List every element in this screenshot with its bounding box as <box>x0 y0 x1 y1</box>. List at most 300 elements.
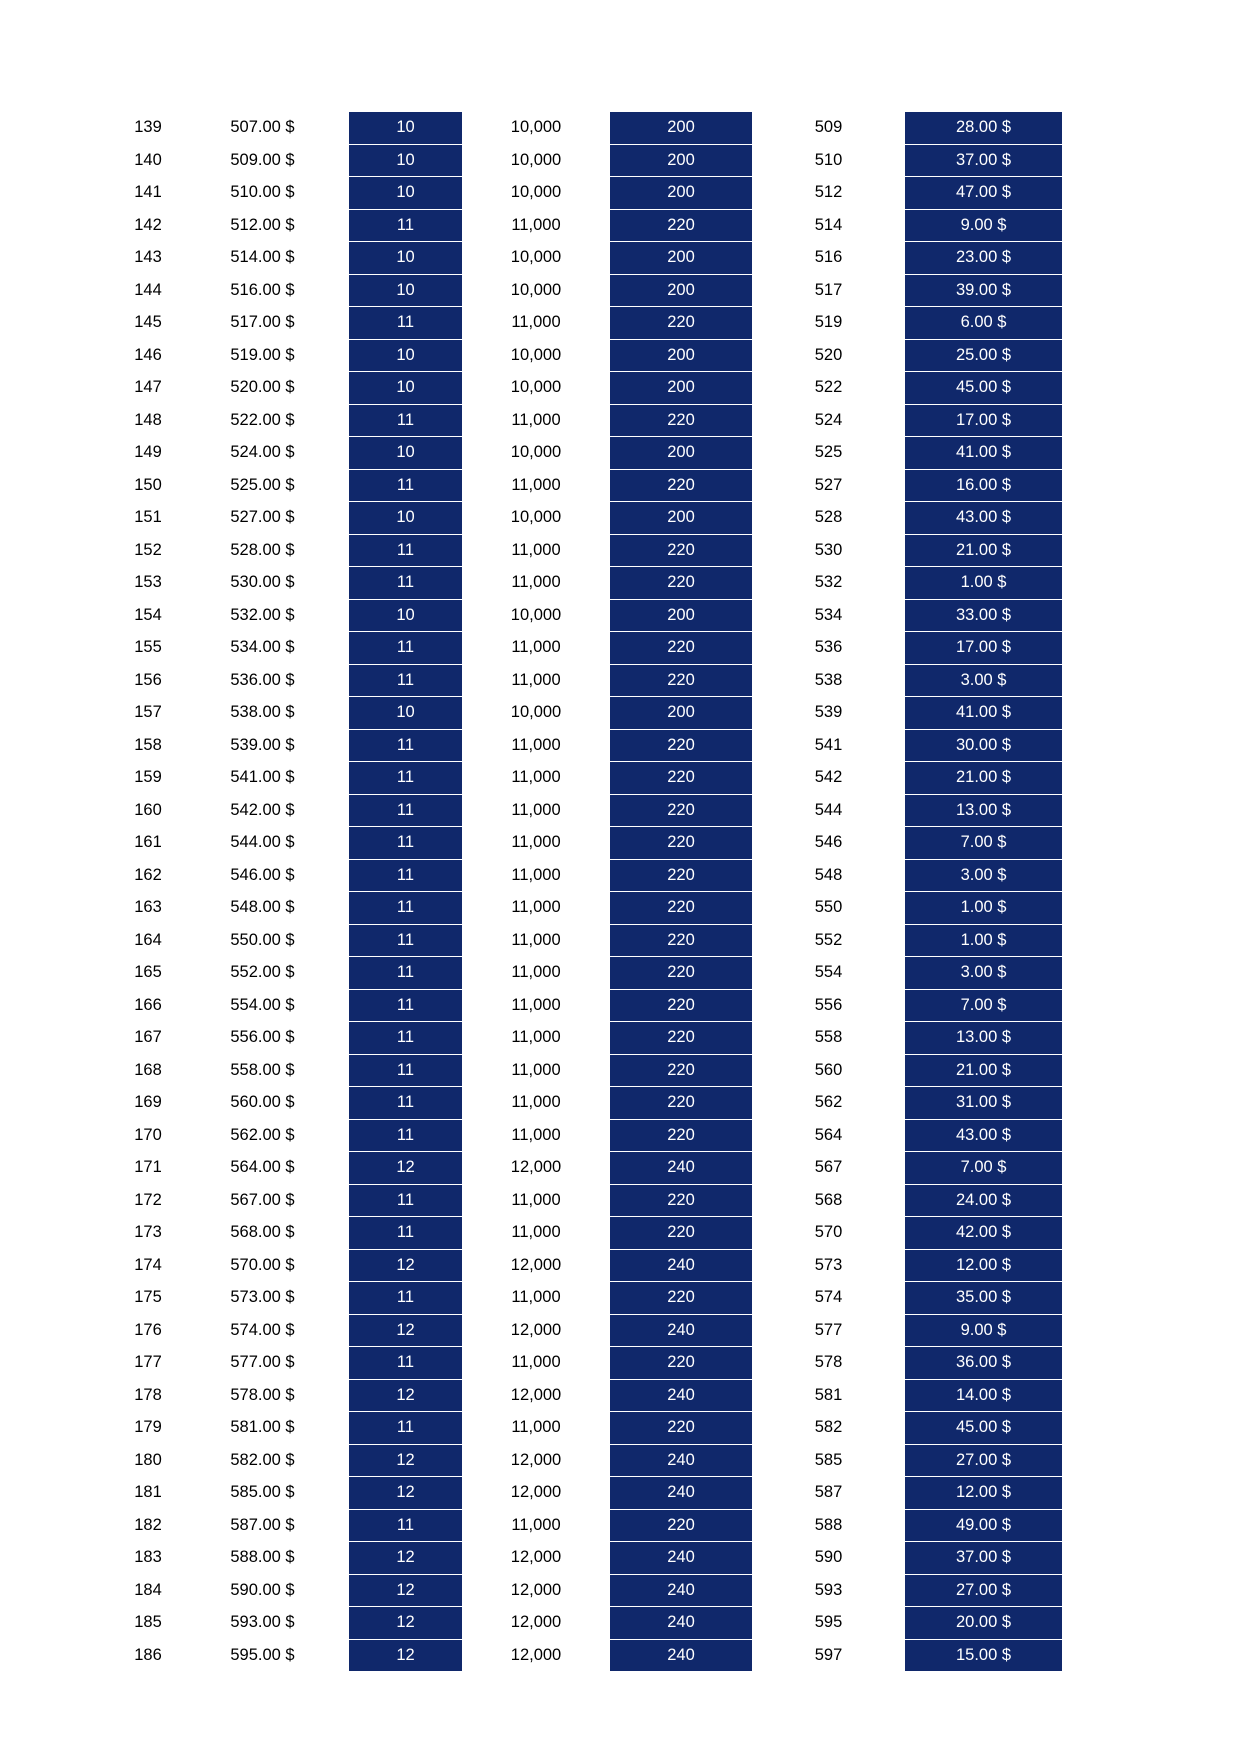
table-cell-price: 536.00 $ <box>177 664 349 697</box>
table-cell-rate: 200 <box>610 502 753 535</box>
table-row <box>120 112 1063 145</box>
table-cell-amount: 39.00 $ <box>905 274 1063 307</box>
table-cell-index: 178 <box>120 1379 177 1412</box>
table-cell-amount: 43.00 $ <box>905 1119 1063 1152</box>
table-cell-volume: 10,000 <box>463 144 610 177</box>
table-cell-amount: 37.00 $ <box>905 1542 1063 1575</box>
table-cell-price: 538.00 $ <box>177 697 349 730</box>
table-cell-rate: 240 <box>610 1379 753 1412</box>
table-cell-amount: 1.00 $ <box>905 924 1063 957</box>
table-cell-rate: 220 <box>610 827 753 860</box>
table-cell-price: 516.00 $ <box>177 274 349 307</box>
table-cell-price: 558.00 $ <box>177 1054 349 1087</box>
table-row <box>120 1379 1063 1412</box>
table-cell-amount: 1.00 $ <box>905 892 1063 925</box>
table-cell-units: 12 <box>349 1639 463 1672</box>
table-cell-units: 10 <box>349 697 463 730</box>
table-cell-index: 140 <box>120 144 177 177</box>
table-cell-next: 597 <box>753 1639 905 1672</box>
table-cell-volume: 11,000 <box>463 729 610 762</box>
table-cell-index: 174 <box>120 1249 177 1282</box>
table-row <box>120 957 1063 990</box>
table-cell-amount: 9.00 $ <box>905 1314 1063 1347</box>
table-cell-amount: 30.00 $ <box>905 729 1063 762</box>
table-cell-volume: 12,000 <box>463 1152 610 1185</box>
table-cell-price: 532.00 $ <box>177 599 349 632</box>
table-cell-next: 536 <box>753 632 905 665</box>
table-cell-volume: 10,000 <box>463 437 610 470</box>
table-cell-volume: 10,000 <box>463 339 610 372</box>
table-row <box>120 1639 1063 1672</box>
table-cell-price: 567.00 $ <box>177 1184 349 1217</box>
table-cell-rate: 220 <box>610 1054 753 1087</box>
table-row <box>120 989 1063 1022</box>
table-cell-rate: 220 <box>610 729 753 762</box>
table-cell-amount: 7.00 $ <box>905 827 1063 860</box>
data-table-container <box>119 111 1062 1672</box>
table-cell-price: 578.00 $ <box>177 1379 349 1412</box>
table-cell-next: 552 <box>753 924 905 957</box>
table-cell-next: 541 <box>753 729 905 762</box>
table-cell-amount: 35.00 $ <box>905 1282 1063 1315</box>
table-cell-next: 558 <box>753 1022 905 1055</box>
table-cell-price: 507.00 $ <box>177 112 349 145</box>
table-cell-index: 183 <box>120 1542 177 1575</box>
table-cell-amount: 24.00 $ <box>905 1184 1063 1217</box>
table-row <box>120 794 1063 827</box>
table-cell-volume: 11,000 <box>463 762 610 795</box>
table-cell-amount: 3.00 $ <box>905 859 1063 892</box>
table-cell-price: 512.00 $ <box>177 209 349 242</box>
table-row <box>120 404 1063 437</box>
table-cell-rate: 200 <box>610 437 753 470</box>
table-cell-units: 10 <box>349 274 463 307</box>
table-cell-next: 528 <box>753 502 905 535</box>
table-cell-index: 167 <box>120 1022 177 1055</box>
table-cell-price: 587.00 $ <box>177 1509 349 1542</box>
table-cell-next: 544 <box>753 794 905 827</box>
table-cell-index: 163 <box>120 892 177 925</box>
table-cell-volume: 10,000 <box>463 599 610 632</box>
table-cell-rate: 220 <box>610 859 753 892</box>
table-cell-units: 12 <box>349 1379 463 1412</box>
table-cell-rate: 220 <box>610 1119 753 1152</box>
table-cell-index: 147 <box>120 372 177 405</box>
table-cell-rate: 220 <box>610 567 753 600</box>
table-cell-price: 530.00 $ <box>177 567 349 600</box>
table-cell-units: 11 <box>349 762 463 795</box>
table-cell-units: 10 <box>349 599 463 632</box>
table-row <box>120 1054 1063 1087</box>
table-cell-volume: 12,000 <box>463 1639 610 1672</box>
table-row <box>120 1152 1063 1185</box>
table-row <box>120 1119 1063 1152</box>
table-cell-amount: 12.00 $ <box>905 1477 1063 1510</box>
table-cell-index: 169 <box>120 1087 177 1120</box>
table-cell-units: 10 <box>349 242 463 275</box>
table-cell-volume: 10,000 <box>463 274 610 307</box>
table-cell-price: 542.00 $ <box>177 794 349 827</box>
table-cell-next: 520 <box>753 339 905 372</box>
table-cell-price: 519.00 $ <box>177 339 349 372</box>
table-cell-units: 10 <box>349 502 463 535</box>
table-cell-amount: 9.00 $ <box>905 209 1063 242</box>
table-cell-index: 175 <box>120 1282 177 1315</box>
table-cell-volume: 11,000 <box>463 1022 610 1055</box>
table-cell-rate: 220 <box>610 1282 753 1315</box>
table-row <box>120 1022 1063 1055</box>
table-cell-amount: 7.00 $ <box>905 989 1063 1022</box>
table-cell-volume: 11,000 <box>463 827 610 860</box>
table-cell-rate: 200 <box>610 339 753 372</box>
table-cell-rate: 200 <box>610 274 753 307</box>
table-cell-rate: 240 <box>610 1444 753 1477</box>
table-cell-units: 11 <box>349 632 463 665</box>
table-row <box>120 469 1063 502</box>
table-cell-volume: 10,000 <box>463 242 610 275</box>
table-cell-amount: 27.00 $ <box>905 1574 1063 1607</box>
table-cell-rate: 240 <box>610 1574 753 1607</box>
table-cell-price: 590.00 $ <box>177 1574 349 1607</box>
table-cell-price: 593.00 $ <box>177 1607 349 1640</box>
table-cell-units: 11 <box>349 859 463 892</box>
table-cell-units: 11 <box>349 1509 463 1542</box>
table-cell-next: 581 <box>753 1379 905 1412</box>
table-cell-index: 142 <box>120 209 177 242</box>
table-row <box>120 729 1063 762</box>
table-cell-index: 177 <box>120 1347 177 1380</box>
table-cell-rate: 200 <box>610 177 753 210</box>
table-cell-next: 564 <box>753 1119 905 1152</box>
table-cell-index: 151 <box>120 502 177 535</box>
table-cell-rate: 220 <box>610 892 753 925</box>
table-cell-index: 170 <box>120 1119 177 1152</box>
table-cell-price: 577.00 $ <box>177 1347 349 1380</box>
table-cell-units: 11 <box>349 1412 463 1445</box>
table-cell-amount: 1.00 $ <box>905 567 1063 600</box>
table-cell-price: 582.00 $ <box>177 1444 349 1477</box>
table-cell-price: 552.00 $ <box>177 957 349 990</box>
table-cell-units: 12 <box>349 1542 463 1575</box>
table-cell-amount: 43.00 $ <box>905 502 1063 535</box>
table-cell-amount: 25.00 $ <box>905 339 1063 372</box>
table-cell-price: 534.00 $ <box>177 632 349 665</box>
table-cell-rate: 240 <box>610 1152 753 1185</box>
table-row <box>120 859 1063 892</box>
table-cell-index: 185 <box>120 1607 177 1640</box>
table-row <box>120 599 1063 632</box>
table-row <box>120 892 1063 925</box>
table-cell-rate: 220 <box>610 307 753 340</box>
table-cell-index: 158 <box>120 729 177 762</box>
table-cell-price: 520.00 $ <box>177 372 349 405</box>
table-cell-volume: 10,000 <box>463 502 610 535</box>
table-row <box>120 339 1063 372</box>
table-cell-amount: 36.00 $ <box>905 1347 1063 1380</box>
table-row <box>120 209 1063 242</box>
table-cell-next: 548 <box>753 859 905 892</box>
table-cell-rate: 220 <box>610 209 753 242</box>
table-cell-volume: 12,000 <box>463 1574 610 1607</box>
table-row <box>120 1087 1063 1120</box>
table-cell-price: 556.00 $ <box>177 1022 349 1055</box>
table-cell-amount: 17.00 $ <box>905 632 1063 665</box>
table-cell-rate: 200 <box>610 144 753 177</box>
table-cell-volume: 11,000 <box>463 794 610 827</box>
table-cell-volume: 11,000 <box>463 1412 610 1445</box>
table-cell-volume: 12,000 <box>463 1477 610 1510</box>
table-cell-next: 532 <box>753 567 905 600</box>
table-cell-units: 11 <box>349 957 463 990</box>
table-cell-price: 570.00 $ <box>177 1249 349 1282</box>
table-cell-next: 573 <box>753 1249 905 1282</box>
table-cell-volume: 11,000 <box>463 1509 610 1542</box>
table-cell-units: 11 <box>349 989 463 1022</box>
table-cell-volume: 11,000 <box>463 632 610 665</box>
table-cell-price: 562.00 $ <box>177 1119 349 1152</box>
table-cell-amount: 16.00 $ <box>905 469 1063 502</box>
table-row <box>120 502 1063 535</box>
table-cell-rate: 220 <box>610 404 753 437</box>
table-cell-next: 519 <box>753 307 905 340</box>
table-cell-next: 530 <box>753 534 905 567</box>
table-cell-index: 156 <box>120 664 177 697</box>
table-cell-next: 574 <box>753 1282 905 1315</box>
table-cell-amount: 27.00 $ <box>905 1444 1063 1477</box>
table-cell-price: 573.00 $ <box>177 1282 349 1315</box>
table-cell-next: 514 <box>753 209 905 242</box>
table-row <box>120 1347 1063 1380</box>
table-cell-units: 10 <box>349 144 463 177</box>
table-cell-volume: 10,000 <box>463 177 610 210</box>
table-cell-rate: 220 <box>610 1217 753 1250</box>
table-cell-units: 10 <box>349 437 463 470</box>
table-cell-volume: 11,000 <box>463 1184 610 1217</box>
table-cell-amount: 13.00 $ <box>905 1022 1063 1055</box>
table-cell-amount: 49.00 $ <box>905 1509 1063 1542</box>
table-cell-units: 12 <box>349 1477 463 1510</box>
table-cell-units: 11 <box>349 307 463 340</box>
table-cell-index: 171 <box>120 1152 177 1185</box>
table-cell-volume: 11,000 <box>463 859 610 892</box>
table-cell-index: 159 <box>120 762 177 795</box>
table-cell-rate: 220 <box>610 1022 753 1055</box>
table-cell-index: 145 <box>120 307 177 340</box>
table-cell-index: 160 <box>120 794 177 827</box>
table-cell-rate: 220 <box>610 1509 753 1542</box>
table-cell-rate: 220 <box>610 632 753 665</box>
table-cell-rate: 240 <box>610 1477 753 1510</box>
table-cell-next: 510 <box>753 144 905 177</box>
table-cell-next: 554 <box>753 957 905 990</box>
table-cell-rate: 240 <box>610 1639 753 1672</box>
table-cell-units: 10 <box>349 177 463 210</box>
table-cell-amount: 42.00 $ <box>905 1217 1063 1250</box>
table-cell-rate: 220 <box>610 957 753 990</box>
table-cell-units: 11 <box>349 209 463 242</box>
table-row <box>120 534 1063 567</box>
table-cell-volume: 11,000 <box>463 1054 610 1087</box>
table-cell-index: 157 <box>120 697 177 730</box>
table-cell-rate: 220 <box>610 1184 753 1217</box>
table-cell-amount: 41.00 $ <box>905 697 1063 730</box>
table-cell-volume: 11,000 <box>463 957 610 990</box>
table-cell-units: 11 <box>349 794 463 827</box>
table-cell-units: 11 <box>349 1119 463 1152</box>
table-cell-units: 11 <box>349 534 463 567</box>
table-cell-volume: 12,000 <box>463 1542 610 1575</box>
table-cell-index: 150 <box>120 469 177 502</box>
table-cell-volume: 11,000 <box>463 1282 610 1315</box>
table-cell-volume: 10,000 <box>463 112 610 145</box>
table-cell-volume: 11,000 <box>463 567 610 600</box>
table-cell-units: 10 <box>349 112 463 145</box>
table-cell-rate: 220 <box>610 664 753 697</box>
table-cell-next: 538 <box>753 664 905 697</box>
table-cell-next: 568 <box>753 1184 905 1217</box>
table-cell-price: 595.00 $ <box>177 1639 349 1672</box>
table-cell-price: 574.00 $ <box>177 1314 349 1347</box>
table-cell-index: 182 <box>120 1509 177 1542</box>
table-cell-amount: 15.00 $ <box>905 1639 1063 1672</box>
table-cell-amount: 45.00 $ <box>905 1412 1063 1445</box>
table-cell-index: 146 <box>120 339 177 372</box>
table-cell-index: 152 <box>120 534 177 567</box>
table-cell-next: 587 <box>753 1477 905 1510</box>
table-cell-price: 550.00 $ <box>177 924 349 957</box>
table-cell-rate: 200 <box>610 112 753 145</box>
table-cell-units: 11 <box>349 1217 463 1250</box>
table-cell-amount: 12.00 $ <box>905 1249 1063 1282</box>
table-cell-rate: 240 <box>610 1607 753 1640</box>
table-cell-units: 11 <box>349 1054 463 1087</box>
table-cell-volume: 11,000 <box>463 469 610 502</box>
table-cell-price: 588.00 $ <box>177 1542 349 1575</box>
table-row <box>120 567 1063 600</box>
table-cell-amount: 37.00 $ <box>905 144 1063 177</box>
table-cell-index: 184 <box>120 1574 177 1607</box>
table-cell-units: 11 <box>349 1282 463 1315</box>
table-cell-index: 161 <box>120 827 177 860</box>
table-cell-price: 510.00 $ <box>177 177 349 210</box>
table-cell-index: 186 <box>120 1639 177 1672</box>
table-cell-next: 556 <box>753 989 905 1022</box>
table-cell-price: 509.00 $ <box>177 144 349 177</box>
table-cell-index: 164 <box>120 924 177 957</box>
table-cell-next: 534 <box>753 599 905 632</box>
table-cell-next: 595 <box>753 1607 905 1640</box>
table-cell-price: 568.00 $ <box>177 1217 349 1250</box>
table-cell-amount: 21.00 $ <box>905 1054 1063 1087</box>
table-cell-units: 10 <box>349 339 463 372</box>
table-row <box>120 1607 1063 1640</box>
table-cell-amount: 17.00 $ <box>905 404 1063 437</box>
table-cell-amount: 31.00 $ <box>905 1087 1063 1120</box>
table-cell-index: 153 <box>120 567 177 600</box>
table-cell-price: 546.00 $ <box>177 859 349 892</box>
table-cell-rate: 220 <box>610 924 753 957</box>
table-row <box>120 762 1063 795</box>
table-cell-next: 582 <box>753 1412 905 1445</box>
table-cell-amount: 3.00 $ <box>905 664 1063 697</box>
table-cell-index: 144 <box>120 274 177 307</box>
data-table-body <box>120 112 1063 1672</box>
table-cell-volume: 12,000 <box>463 1249 610 1282</box>
table-cell-price: 517.00 $ <box>177 307 349 340</box>
table-cell-index: 155 <box>120 632 177 665</box>
table-row <box>120 1217 1063 1250</box>
table-cell-amount: 21.00 $ <box>905 534 1063 567</box>
table-cell-rate: 200 <box>610 242 753 275</box>
table-cell-next: 560 <box>753 1054 905 1087</box>
table-cell-index: 165 <box>120 957 177 990</box>
table-cell-units: 11 <box>349 892 463 925</box>
table-cell-index: 162 <box>120 859 177 892</box>
table-cell-volume: 11,000 <box>463 534 610 567</box>
table-cell-volume: 11,000 <box>463 924 610 957</box>
table-row <box>120 632 1063 665</box>
table-cell-amount: 14.00 $ <box>905 1379 1063 1412</box>
table-cell-next: 546 <box>753 827 905 860</box>
table-row <box>120 1509 1063 1542</box>
table-cell-price: 548.00 $ <box>177 892 349 925</box>
table-cell-amount: 47.00 $ <box>905 177 1063 210</box>
table-row <box>120 1249 1063 1282</box>
table-row <box>120 372 1063 405</box>
table-cell-volume: 10,000 <box>463 372 610 405</box>
table-cell-units: 12 <box>349 1444 463 1477</box>
table-cell-next: 527 <box>753 469 905 502</box>
table-cell-index: 181 <box>120 1477 177 1510</box>
table-cell-next: 512 <box>753 177 905 210</box>
table-cell-next: 517 <box>753 274 905 307</box>
table-row <box>120 924 1063 957</box>
table-cell-units: 11 <box>349 1184 463 1217</box>
table-row <box>120 664 1063 697</box>
table-cell-volume: 11,000 <box>463 404 610 437</box>
table-cell-rate: 220 <box>610 1347 753 1380</box>
table-cell-units: 12 <box>349 1607 463 1640</box>
table-row <box>120 437 1063 470</box>
table-cell-volume: 12,000 <box>463 1444 610 1477</box>
table-cell-volume: 12,000 <box>463 1607 610 1640</box>
table-cell-rate: 220 <box>610 1087 753 1120</box>
table-cell-next: 509 <box>753 112 905 145</box>
table-cell-amount: 21.00 $ <box>905 762 1063 795</box>
table-cell-volume: 10,000 <box>463 697 610 730</box>
table-row <box>120 827 1063 860</box>
table-cell-next: 585 <box>753 1444 905 1477</box>
table-row <box>120 144 1063 177</box>
table-cell-amount: 45.00 $ <box>905 372 1063 405</box>
table-row <box>120 1412 1063 1445</box>
table-cell-next: 578 <box>753 1347 905 1380</box>
table-cell-amount: 20.00 $ <box>905 1607 1063 1640</box>
table-cell-units: 11 <box>349 664 463 697</box>
table-cell-index: 168 <box>120 1054 177 1087</box>
table-cell-price: 514.00 $ <box>177 242 349 275</box>
table-cell-price: 541.00 $ <box>177 762 349 795</box>
table-cell-volume: 11,000 <box>463 1347 610 1380</box>
table-cell-price: 524.00 $ <box>177 437 349 470</box>
table-row <box>120 1574 1063 1607</box>
table-cell-next: 577 <box>753 1314 905 1347</box>
table-cell-volume: 11,000 <box>463 664 610 697</box>
table-cell-volume: 11,000 <box>463 989 610 1022</box>
table-cell-next: 516 <box>753 242 905 275</box>
table-cell-next: 522 <box>753 372 905 405</box>
table-cell-rate: 240 <box>610 1542 753 1575</box>
